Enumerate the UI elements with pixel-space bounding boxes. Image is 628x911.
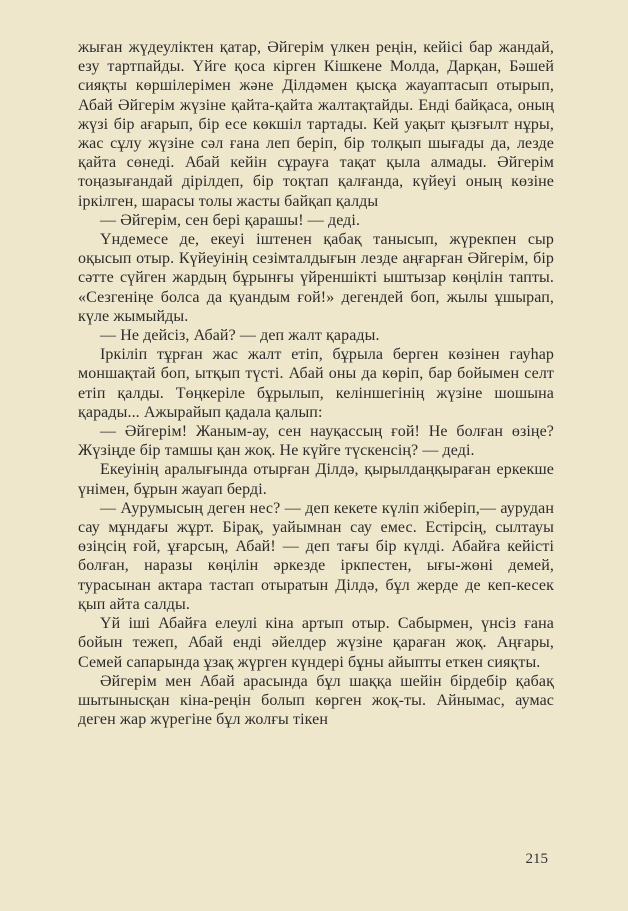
paragraph: жыған жүдеуліктен қатар, Әйгерім үлкен реңін, кейісі бар жандай, езу тартпайды. Үйге қоса кірген Кішкене Молда, Дарқан, Бәшей сияқты көршілерімен және Ділдәмен қысқа жауаптасып отырып, Абай Әйгерім жүзіне қайта-қайта жалтақтайды. Енді байқаса, оның жүзі бір ағарып, бір есе көкшіл тартады. Кей уақыт қызғылт нұры, жас сұлу жүзіне сәл ғана леп беріп, бір толқып шығады да, лезде қайта сөнеді. Абай кейін сұрауға тақат қыла алмады. Әйгерім тоңазығандай дірілдеп, бір тоқтап қалғанда, күйеуі оның көзіне іркілген, шарасы толы жасты байқап қалды (78, 39, 554, 210)
paragraph: Екеуінің аралығында отырған Ділдә, қырылдаңқыраған еркекше үнімен, бұрын жауап берді. (78, 461, 554, 498)
paragraph: Іркіліп тұрған жас жалт етіп, бұрыла берген көзінен гауһар моншақтай боп, ытқып түсті. Абай оны да көріп, бар бойымен селт етіп қалды. Төңкеріле бұрылып, келіншегінің жүзіне шошына қарады... Ажырайып қадала қалып: (78, 346, 554, 421)
paragraph: Үй іші Абайға елеулі кіна артып отыр. Сабырмен, үнсіз ғана бойын тежеп, Абай енді әйелдер жүзіне қараған жоқ. Аңғары, Семей сапарында ұзақ жүрген күндері бұны айыпты еткен сияқты. (78, 615, 554, 671)
paragraph: — Әйгерім, сен бері қарашы! — деді. (100, 211, 361, 229)
paragraph: — Аурумысың деген нес? — деп кекете күліп жіберіп,— аурудан сау мұндағы жұрт. Бірақ, уайымнан сау емес. Естірсің, сылтауы өзіңсің ғой, ұғарсың, Абай! — деп тағы бір күлді. Абайға кейісті болған, наразы көңілін әркезде іркпестен, ығы-жөні демей, турасынан актара тастап отыратын Ділдә, бұл жерде де кеп-кесек қып айта салды. (78, 499, 554, 613)
body-text (78, 38, 554, 729)
paragraph: Үндемесе де, екеуі іштенен қабақ танысып, жүрекпен сыр оқысып отыр. Күйеуінің сезімталдығын лезде аңғарған Әйгерім, бір сәтте сүйген жардың бұрынғы үйреншікті ыштызар көңілін тапты. «Сезгеніңе болса да қуандым ғой!» дегендей боп, жылы ұшырап, күле жымыйды. (78, 231, 554, 325)
page-number: 215 (525, 851, 548, 867)
paragraph: — Әйгерім! Жаным-ау, сен науқассың ғой! Не болған өзіңе? Жүзіңде бір тамшы қан жоқ. Не күйге түскенсің? — деді. (78, 423, 554, 460)
paragraph: — Не дейсіз, Абай? — деп жалт қарады. (100, 327, 380, 345)
paragraph: Әйгерім мен Абай арасында бұл шаққа шейін бірдебір қабақ шытынысқан кіна-реңін болып көрген жоқ-ты. Айнымас, аумас деген жар жүрегіне бұл жолғы тікен (78, 672, 554, 729)
